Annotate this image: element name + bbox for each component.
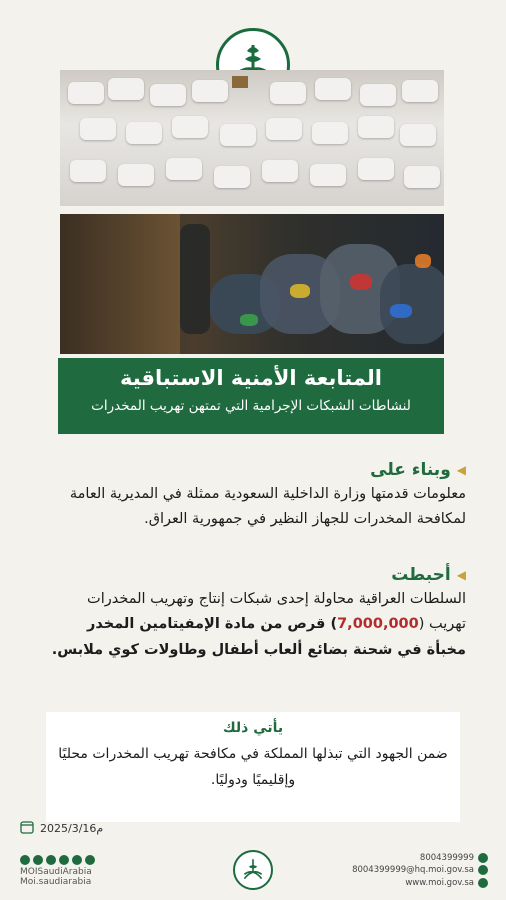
section2-text-after: ) قرص من مادة الإمفيتامين المخدر مخبأة في شحنة بضائع ألعاب أطفال وطاولات كوي ملابس. <box>51 616 466 658</box>
globe-icon <box>478 878 488 888</box>
section2-heading: أحبطت <box>391 565 451 585</box>
title-banner <box>58 358 444 434</box>
email-icon <box>478 865 488 875</box>
bullet-icon: ◀ <box>456 568 466 582</box>
youtube-icon[interactable] <box>85 855 95 865</box>
snapchat-icon[interactable] <box>59 855 69 865</box>
calendar-icon <box>20 820 34 837</box>
section-thwarted <box>46 565 466 663</box>
section2-heading-row <box>46 565 466 585</box>
social-icons-row <box>20 855 95 865</box>
social-links <box>20 855 95 887</box>
box-text: ضمن الجهود التي تبذلها المملكة في مكافحة تهريب المخدرات محليًا وإقليميًا ودوليًا. <box>58 746 448 788</box>
x-icon[interactable] <box>20 855 30 865</box>
phone-icon <box>478 853 488 863</box>
email-address[interactable]: 8004399999@hq.moi.gov.sa <box>352 865 474 876</box>
box-title: يأتي ذلك <box>222 720 284 736</box>
phone-row[interactable] <box>352 852 488 864</box>
date-row <box>20 820 103 837</box>
footer-emblem-logo <box>233 850 273 890</box>
facebook-icon[interactable] <box>33 855 43 865</box>
section-based-on <box>46 460 466 533</box>
social-handle[interactable]: MOISaudiArabia <box>20 867 92 877</box>
section1-heading: وبناء على <box>370 460 451 480</box>
section2-text <box>46 587 466 663</box>
tiktok-icon[interactable] <box>72 855 82 865</box>
website-link[interactable]: www.moi.gov.sa <box>405 877 474 888</box>
phone-number[interactable]: 8004399999 <box>419 853 474 863</box>
seized-packages-photo <box>60 70 444 206</box>
banner-subtitle: لنشاطات الشبكات الإجرامية التي تمتهن تهريب المخدرات <box>91 398 411 414</box>
section2-text-before: السلطات العراقية محاولة إحدى شبكات إنتاج وتهريب المخدرات تهريب ( <box>87 591 466 633</box>
web-row[interactable] <box>352 877 488 889</box>
section1-heading-row <box>46 460 466 480</box>
section1-text: معلومات قدمتها وزارة الداخلية السعودية ممثلة في المديرية العامة لمكافحة المخدرات للجهاز النظير في جمهورية العراق. <box>69 486 466 528</box>
bullet-icon: ◀ <box>456 463 466 477</box>
contact-info <box>352 852 488 889</box>
email-row[interactable] <box>352 864 488 876</box>
quantity-number: 7,000,000 <box>337 616 419 633</box>
social-site[interactable]: Moi.saudiarabia <box>20 877 92 887</box>
context-box <box>46 712 460 822</box>
banner-title: المتابعة الأمنية الاستباقية <box>119 366 382 390</box>
publish-date: 2025/3/16م <box>40 822 104 835</box>
instagram-icon[interactable] <box>46 855 56 865</box>
seized-toys-photo <box>60 214 444 354</box>
